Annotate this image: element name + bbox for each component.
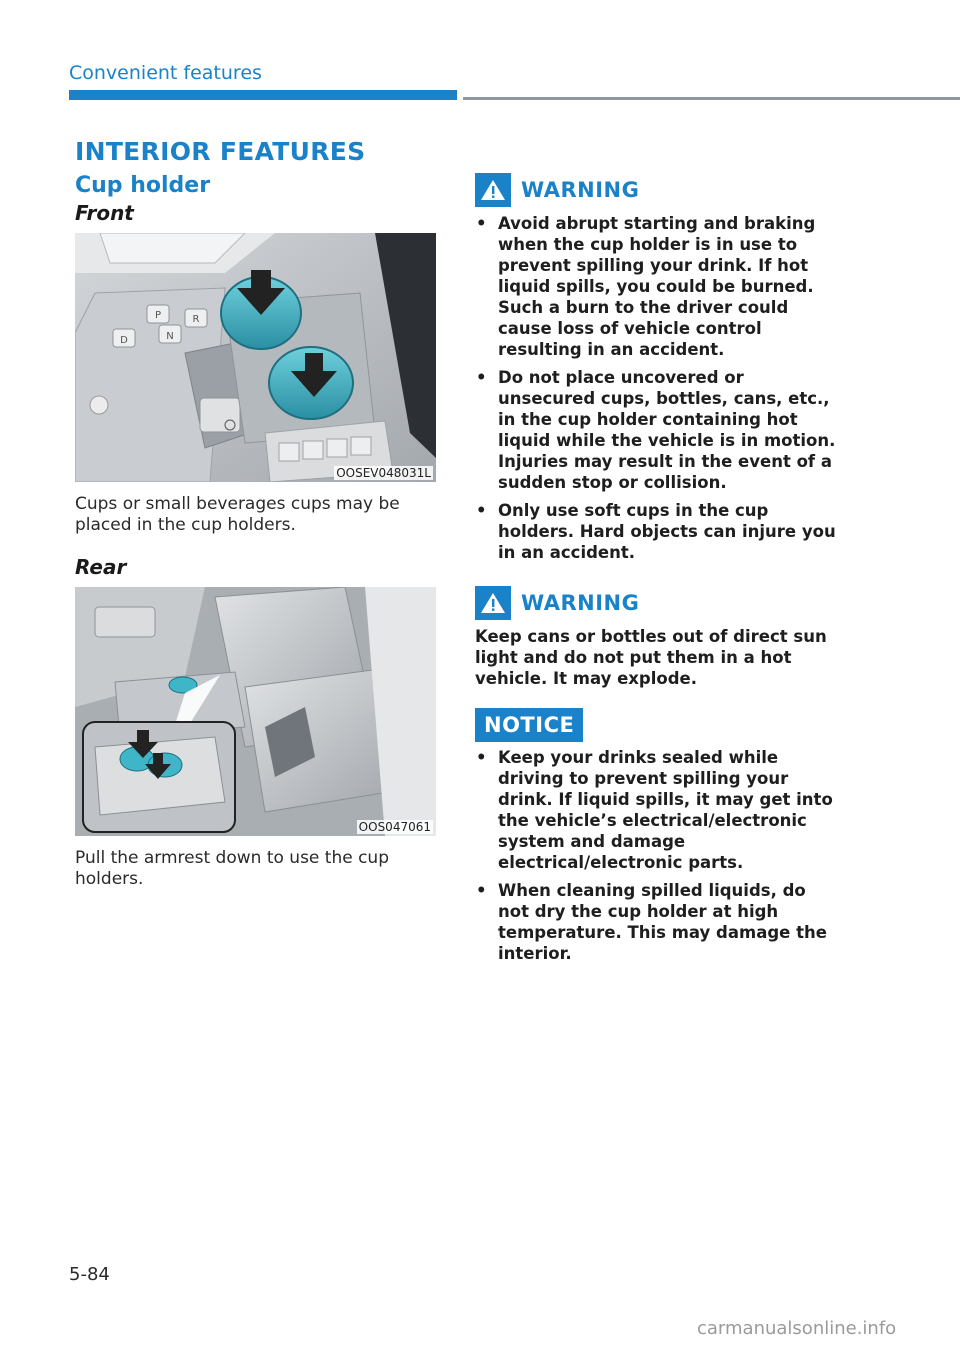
list-item [475, 213, 840, 360]
gear-p-label: P [154, 310, 162, 321]
warning-label-2: WARNING [521, 591, 640, 615]
watermark: carmanualsonline.info [697, 1318, 897, 1339]
header-rule-gray [463, 97, 960, 100]
warning-label-1: WARNING [521, 178, 640, 202]
rear-subtitle: Rear [75, 555, 127, 579]
list-item [475, 747, 840, 873]
warning-1-item: Do not place uncovered or unsecured cups, bottles, cans, etc., in the cup holder containing hot liquid while the vehicle is in motion. Injuries may result in the event of a sudden stop or collision. [498, 368, 836, 492]
bullet-dot: • [476, 881, 487, 900]
rear-description: Pull the armrest down to use the cup holders. [75, 848, 390, 889]
front-description: Cups or small beverages cups may be placed in the cup holders. [75, 494, 400, 535]
list-item [475, 500, 840, 563]
warning-triangle-icon [475, 173, 511, 207]
warning-1-list [475, 213, 840, 570]
rear-cup-holder-figure [75, 587, 436, 836]
warning-heading-1 [475, 173, 639, 207]
front-cup-holder-figure [75, 233, 436, 482]
warning-1-item: Only use soft cups in the cup holders. Hard objects can injure you in an accident. [498, 501, 836, 562]
warning-heading-2 [475, 586, 639, 620]
notice-badge: NOTICE [475, 708, 583, 742]
page-number: 5-84 [69, 1264, 110, 1285]
rear-armrest-illustration [75, 587, 436, 836]
topic-title: Cup holder [75, 173, 211, 198]
notice-list [475, 747, 840, 971]
bullet-dot: • [476, 501, 487, 520]
notice-item: When cleaning spilled liquids, do not dry the cup holder at high temperature. This may damage the interior. [498, 881, 827, 963]
warning-1-item: Avoid abrupt starting and braking when the cup holder is in use to prevent spilling your drink. If hot liquid spills, you could be burned. Such a burn to the driver could cause loss of vehicle control resulting in an accident. [498, 214, 816, 359]
front-figure-code: OOSEV048031L [336, 466, 431, 480]
gear-r-label: R [192, 314, 200, 325]
warning-2-text: Keep cans or bottles out of direct sun light and do not put them in a hot vehicle. It may explode. [475, 627, 827, 688]
rear-figure-code: OOS047061 [358, 820, 431, 834]
gear-n-label: N [166, 331, 174, 342]
warning-triangle-icon [475, 586, 511, 620]
chapter-title: INTERIOR FEATURES [75, 137, 366, 166]
front-subtitle: Front [75, 201, 134, 225]
notice-item: Keep your drinks sealed while driving to prevent spilling your drink. If liquid spills, it may get into the vehicle’s electrical/electronic system and damage electrical/electronic parts. [498, 748, 833, 872]
bullet-dot: • [476, 214, 487, 233]
list-item [475, 367, 840, 493]
front-console-illustration [75, 233, 436, 482]
list-item [475, 880, 840, 964]
section-name: Convenient features [69, 62, 262, 84]
gear-d-label: D [120, 335, 128, 346]
bullet-dot: • [476, 368, 487, 387]
header-rule-accent [69, 90, 457, 100]
bullet-dot: • [476, 748, 487, 767]
